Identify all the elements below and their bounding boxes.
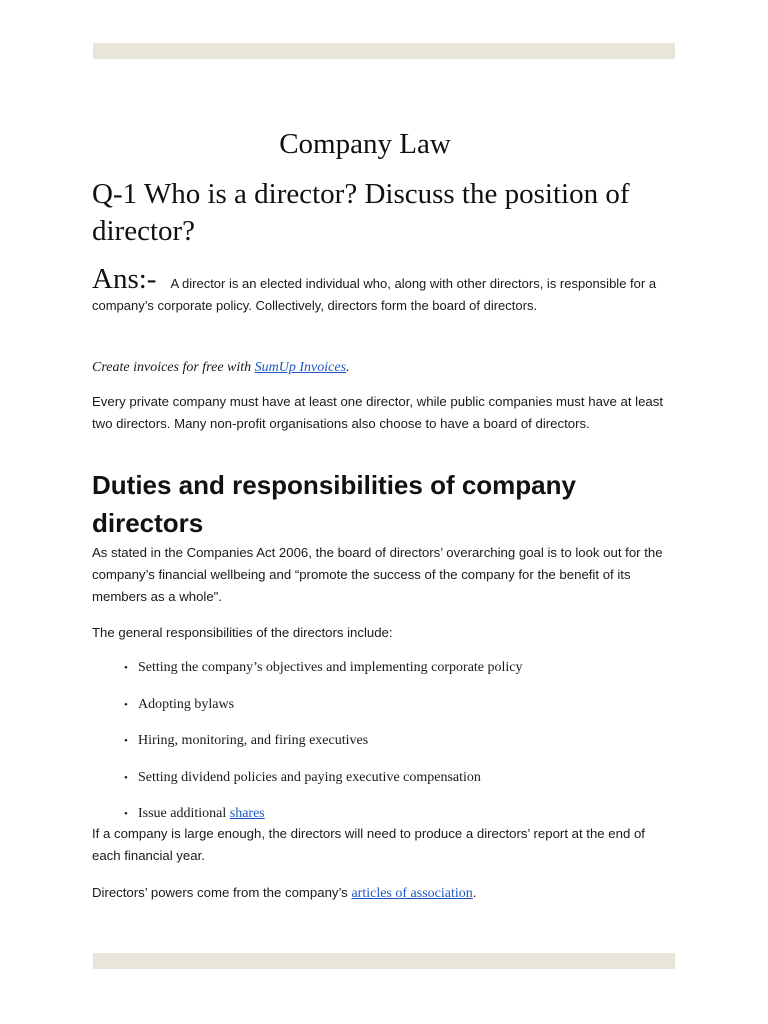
sumup-invoices-link[interactable]: SumUp Invoices (254, 360, 347, 375)
list-item (124, 657, 664, 694)
document-title: Company Law (279, 128, 451, 160)
answer-label: Ans:- (92, 263, 157, 295)
list-item (124, 730, 664, 767)
answer-text: A director is an elected individual who, along with other directors, is responsible for a company’s corporate policy. Collectively, directors form the board of directors. (92, 276, 657, 313)
responsibilities-list (124, 657, 664, 840)
companies-act-paragraph: As stated in the Companies Act 2006, the board of directors’ overarching goal is to look out for the company’s financial wellbeing and “promote the success of the company for the benefit of its members as a whole". (92, 545, 663, 604)
bullet-icon: • (124, 662, 128, 674)
directors-report-paragraph: If a company is large enough, the directors will need to produce a directors’ report at the end of each financial year. (92, 826, 645, 863)
directors-powers-paragraph (92, 882, 674, 905)
powers-prefix: Directors’ powers come from the company’s (92, 885, 352, 900)
section-heading: Duties and responsibilities of company directors (92, 470, 576, 538)
shares-link[interactable]: shares (229, 806, 265, 821)
private-company-paragraph: Every private company must have at least one director, while public companies must have at least two directors. Many non-profit organisations also choose to have a board of directors. (92, 394, 664, 431)
question-heading: Q-1 Who is a director? Discuss the position of director? (92, 178, 630, 247)
list-item-text: Setting dividend policies and paying executive compensation (138, 769, 481, 785)
bullet-icon: • (124, 698, 128, 711)
list-item-text: Issue additional (138, 806, 230, 821)
list-item-text: Setting the company’s objectives and implementing corporate policy (138, 660, 523, 675)
promo-line (92, 360, 662, 376)
powers-suffix: . (472, 885, 477, 900)
bullet-icon: • (124, 735, 128, 747)
promo-prefix: Create invoices for free with (92, 360, 255, 375)
articles-of-association-link[interactable]: articles of association (351, 886, 473, 901)
page-header-band (93, 43, 675, 59)
bullet-icon: • (124, 771, 128, 784)
general-responsibilities-intro: The general responsibilities of the directors include: (92, 625, 393, 640)
page-footer-band (93, 953, 675, 969)
list-item (124, 767, 664, 804)
answer-paragraph (92, 263, 662, 317)
list-item-text: Adopting bylaws (138, 696, 235, 712)
list-item-text: Hiring, monitoring, and firing executives (138, 733, 369, 748)
bullet-icon: • (124, 808, 128, 820)
list-item (124, 694, 664, 731)
promo-suffix: . (346, 360, 350, 375)
